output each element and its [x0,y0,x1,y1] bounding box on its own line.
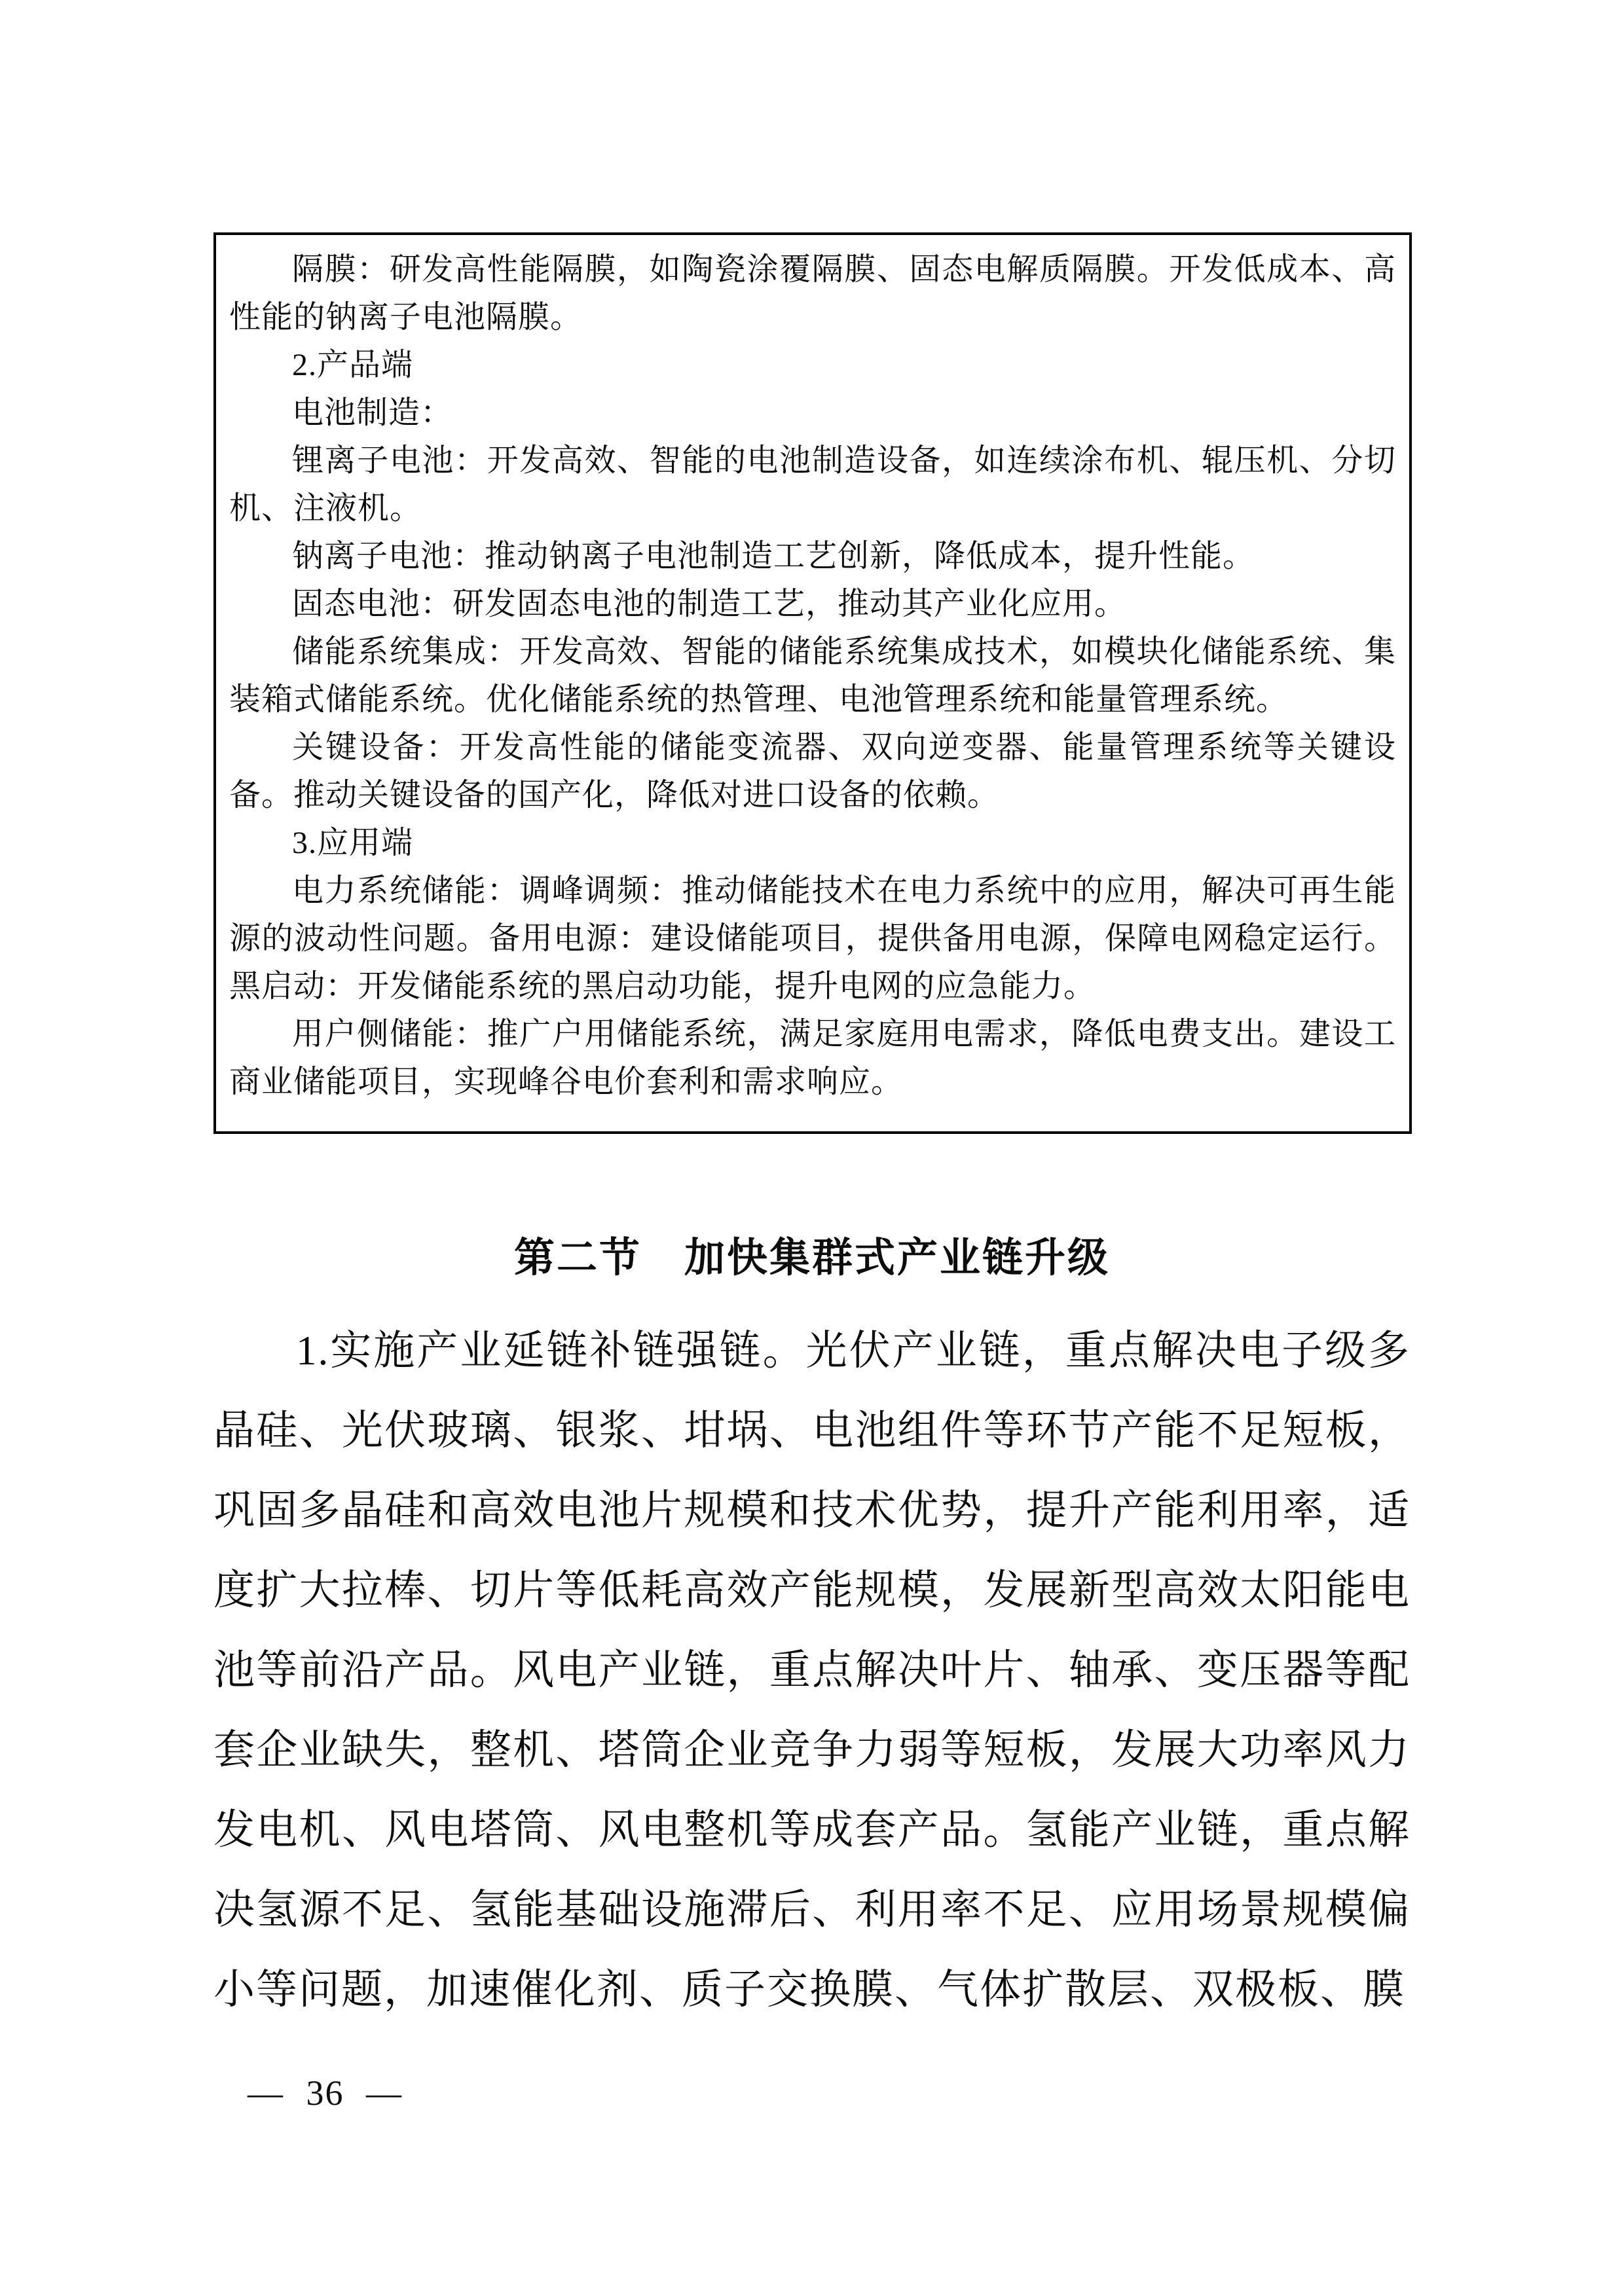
box-paragraph: 隔膜：研发高性能隔膜，如陶瓷涂覆隔膜、固态电解质隔膜。开发低成本、高性能的钠离子电池隔膜。 [229,252,1396,335]
box-paragraph: 电池制造： [292,395,453,430]
section-heading: 第二节 加快集群式产业链升级 [513,1235,1110,1281]
box-paragraph: 固态电池：研发固态电池的制造工艺，推动其产业化应用。 [292,587,1127,621]
box-paragraph: 3.应用端 [292,826,414,860]
box-paragraph: 电力系统储能：调峰调频：推动储能技术在电力系统中的应用，解决可再生能源的波动性问题。备用电源：建设储能项目，提供备用电源，保障电网稳定运行。黑启动：开发储能系统的黑启动功能，提升电网的应急能力。 [229,873,1396,1004]
box-paragraph: 用户侧储能：推广户用储能系统，满足家庭用电需求，降低电费支出。建设工商业储能项目，实现峰谷电价套利和需求响应。 [229,1017,1396,1099]
box-paragraph: 储能系统集成：开发高效、智能的储能系统集成技术，如模块化储能系统、集装箱式储能系统。优化储能系统的热管理、电池管理系统和能量管理系统。 [229,634,1396,717]
box-paragraph: 锂离子电池：开发高效、智能的电池制造设备，如连续涂布机、辊压机、分切机、注液机。 [229,443,1396,526]
policy-details-box [213,232,1412,1134]
box-paragraph: 2.产品端 [292,348,414,382]
page-number: — 36 — [248,2073,403,2113]
body-paragraph: 1.实施产业延链补链强链。光伏产业链，重点解决电子级多晶硅、光伏玻璃、银浆、坩埚、电池组件等环节产能不足短板，巩固多晶硅和高效电池片规模和技术优势，提升产能利用率，适度扩大拉棒、切片等低耗高效产能规模，发展新型高效太阳能电池等前沿产品。风电产业链，重点解决叶片、轴承、变压器等配套企业缺失，整机、塔筒企业竞争力弱等短板，发展大功率风力发电机、风电塔筒、风电整机等成套产品。氢能产业链，重点解决氢源不足、氢能基础设施滞后、利用率不足、应用场景规模偏小等问题，加速催化剂、质子交换膜、气体扩散层、双极板、膜 [213,1328,1411,2013]
box-paragraph: 钠离子电池：推动钠离子电池制造工艺创新，降低成本，提升性能。 [292,539,1255,574]
box-paragraph: 关键设备：开发高性能的储能变流器、双向逆变器、能量管理系统等关键设备。推动关键设备的国产化，降低对进口设备的依赖。 [229,730,1396,812]
